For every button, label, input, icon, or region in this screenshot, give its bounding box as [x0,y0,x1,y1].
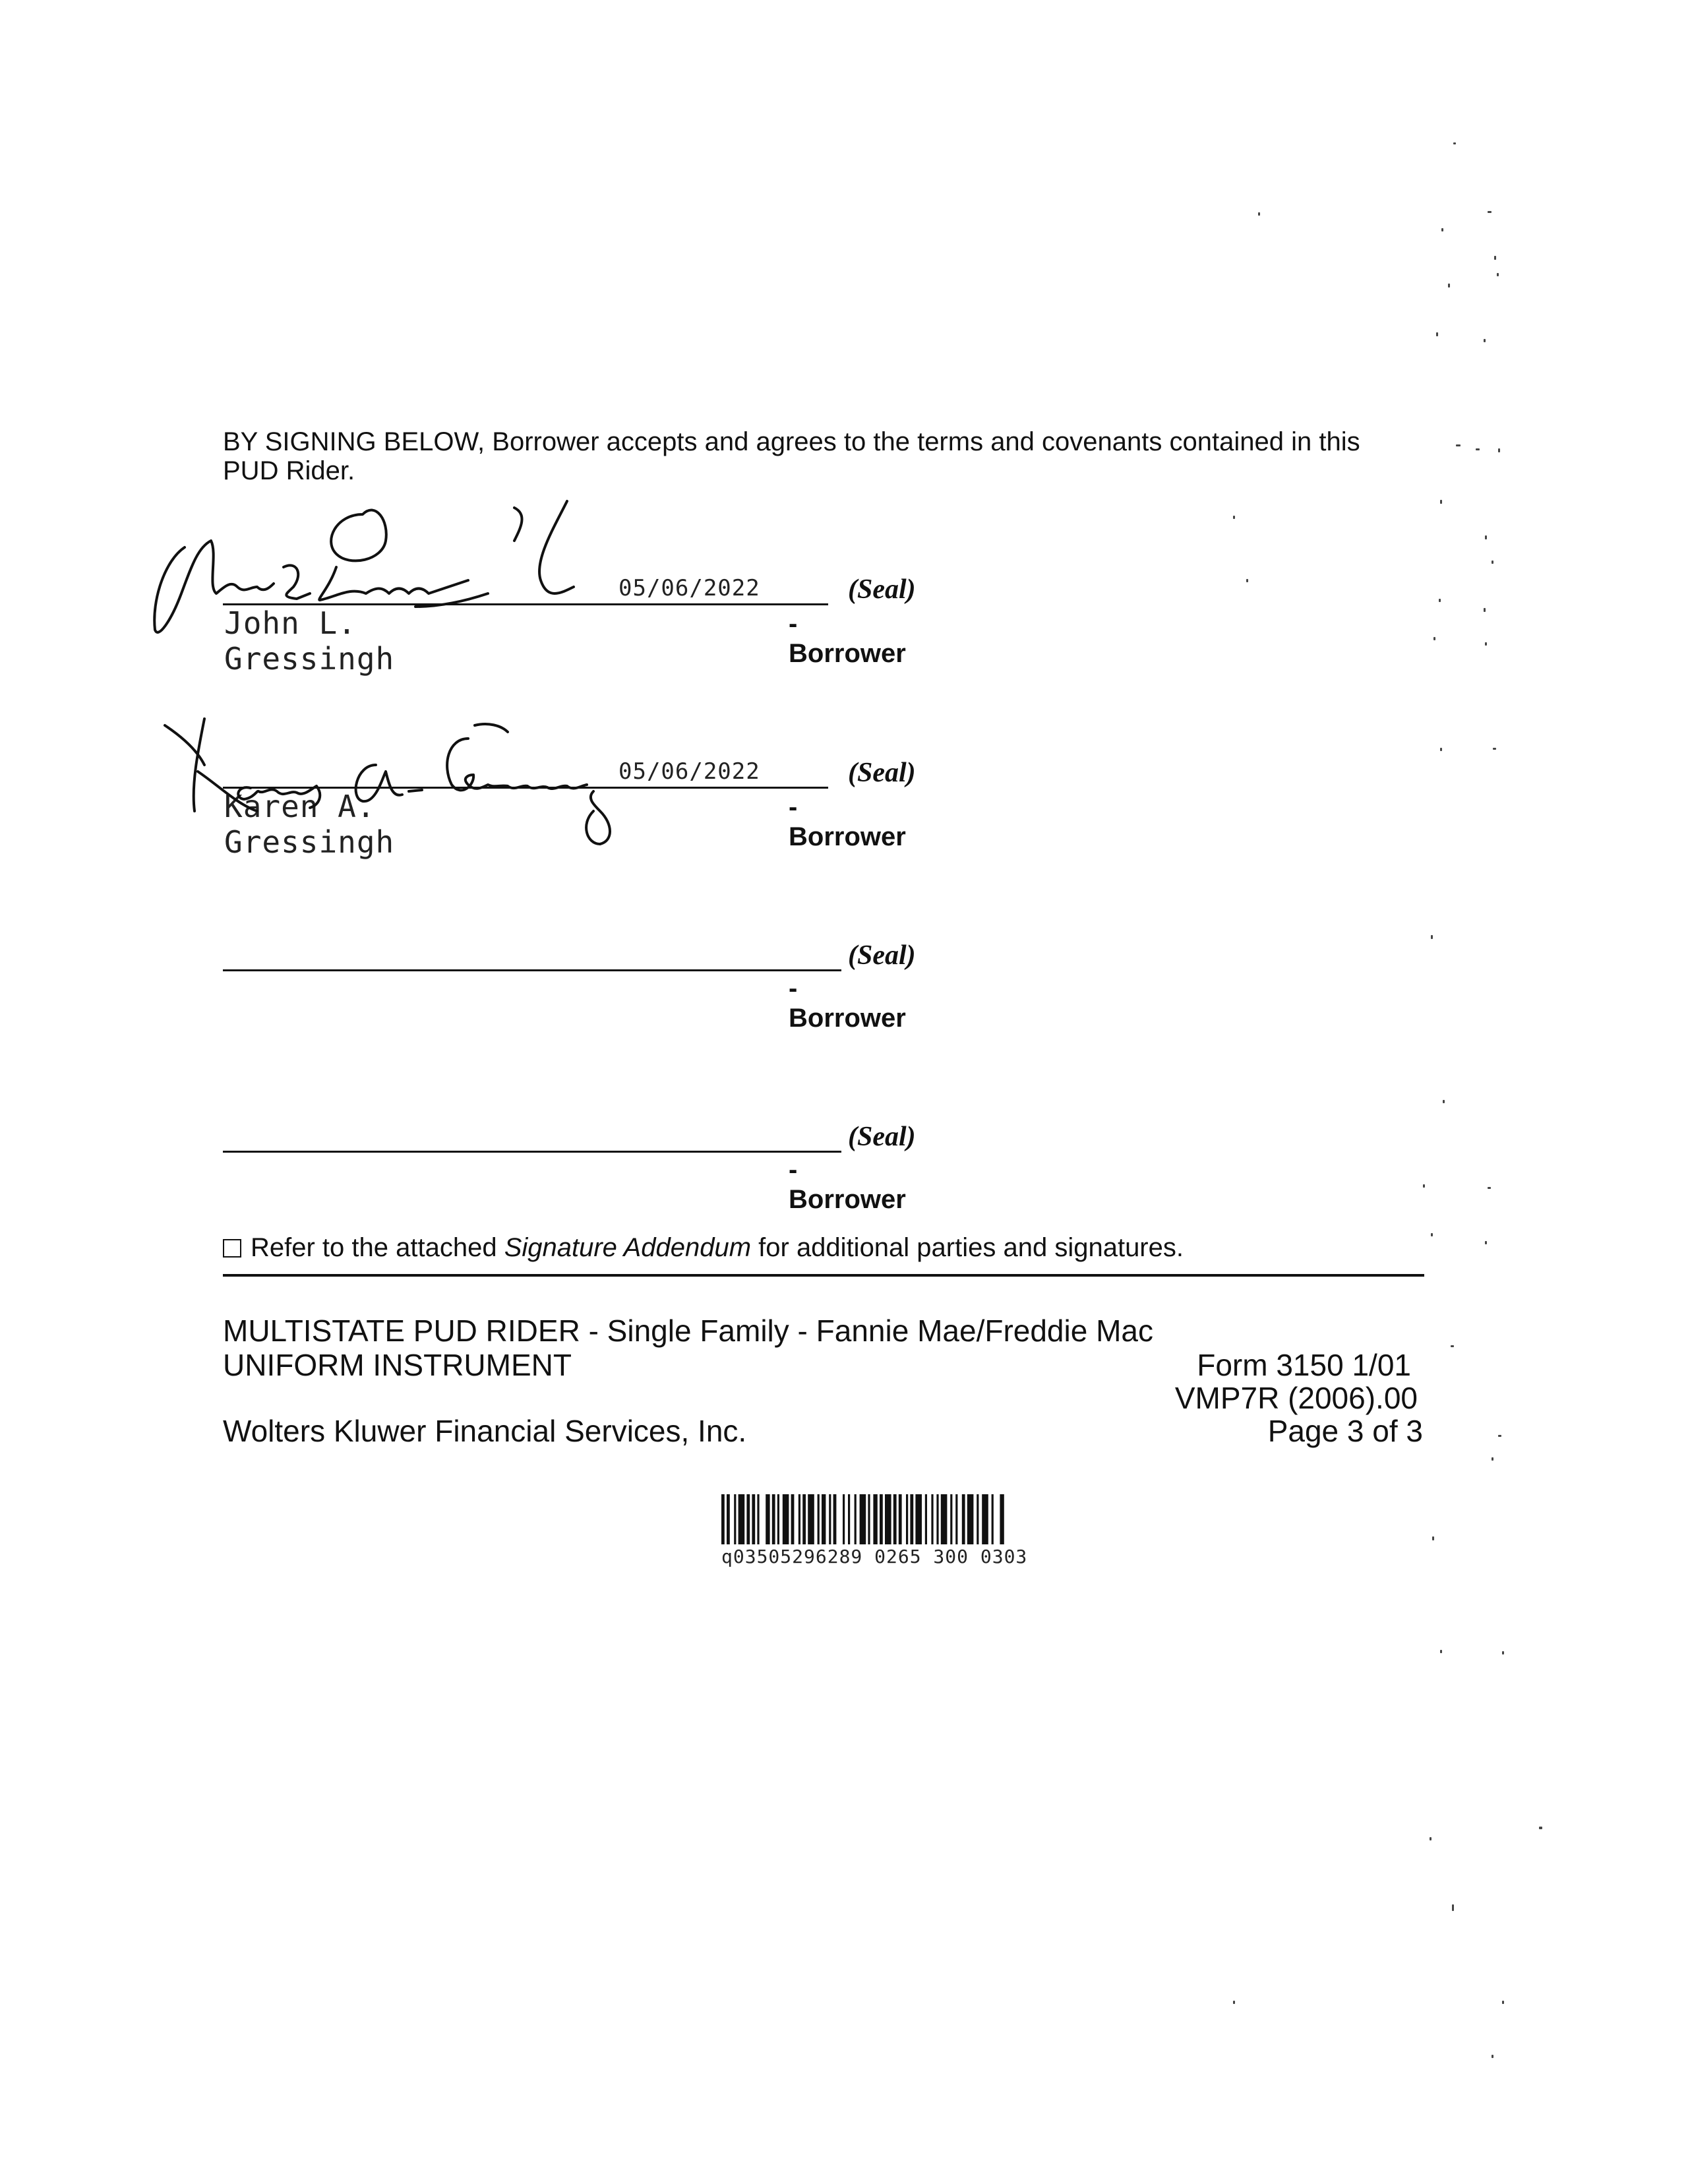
footer-title: MULTISTATE PUD RIDER - Single Family - Fannie Mae/Freddie Mac [223,1314,1153,1348]
addendum-text-before: Refer to the attached [251,1233,504,1262]
signature-line [223,969,841,971]
role-label: -Borrower [789,1155,906,1214]
addendum-checkbox[interactable] [223,1239,241,1258]
handwritten-signature [138,488,613,646]
intro-paragraph [223,427,1383,485]
addendum-text-italic: Signature Addendum [504,1233,752,1262]
barcode [721,1494,1196,1547]
signature-date: 05/06/2022 [618,575,760,601]
seal-label: (Seal) [848,574,916,605]
signer-name: Karen A. Gressingh [224,789,395,860]
signature-line [223,1151,841,1153]
signer-name: John L. Gressingh [224,605,395,677]
intro-lead: BY SIGNING BELOW, [223,427,485,456]
addendum-text-after: for additional parties and signatures. [751,1233,1184,1262]
seal-label: (Seal) [848,940,916,971]
page-number: Page 3 of 3 [1267,1414,1423,1448]
form-number: Form 3150 1/01 [1197,1348,1411,1382]
intro-text: Borrower accepts and agrees to the terms and covenants contained in this PUD Rider. [223,427,1360,485]
role-label: -Borrower [789,609,906,668]
footer-divider [223,1274,1424,1277]
handwritten-signature [158,712,646,844]
role-label: -Borrower [789,793,906,851]
company-name: Wolters Kluwer Financial Services, Inc. [223,1414,747,1448]
signature-date: 05/06/2022 [618,758,760,785]
seal-label: (Seal) [848,758,916,788]
role-label: -Borrower [789,974,906,1033]
seal-label: (Seal) [848,1122,916,1152]
barcode-number: q03505296289 0265 300 0303 [721,1546,1028,1567]
vmp-code: VMP7R (2006).00 [1174,1381,1418,1415]
footer-subtitle: UNIFORM INSTRUMENT [223,1348,572,1382]
signature-addendum-note [223,1233,1184,1263]
